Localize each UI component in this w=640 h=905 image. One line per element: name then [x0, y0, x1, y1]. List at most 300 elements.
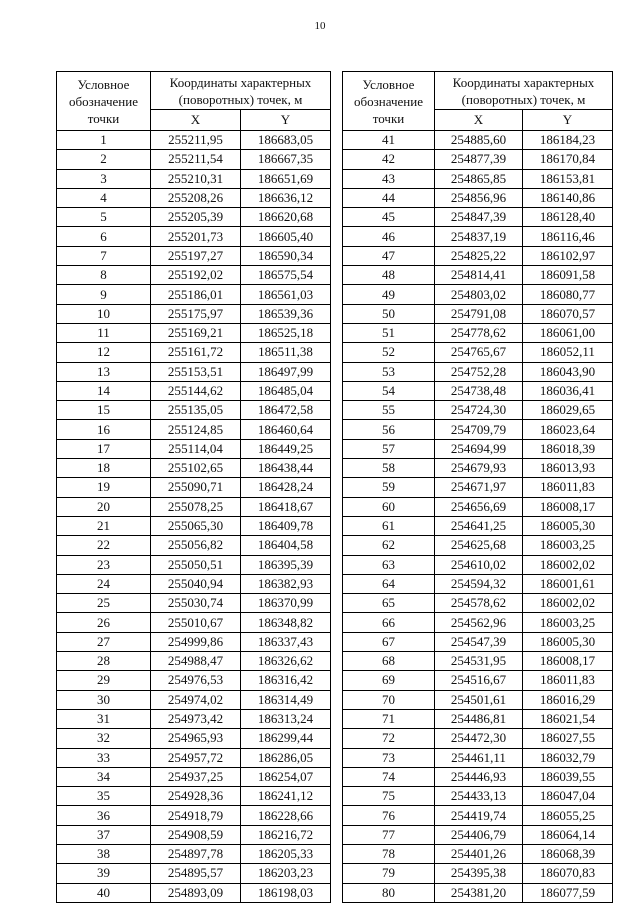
table-row [57, 150, 331, 169]
point-number: 70 [343, 690, 435, 709]
point-number: 14 [57, 381, 151, 400]
point-number: 37 [57, 825, 151, 844]
y-value: 186029,65 [523, 401, 613, 420]
y-value: 186511,38 [241, 343, 331, 362]
y-value: 186605,40 [241, 227, 331, 246]
table-row [343, 632, 613, 651]
x-value: 254999,86 [151, 632, 241, 651]
y-value: 186184,23 [523, 131, 613, 150]
point-number: 71 [343, 709, 435, 728]
point-number: 75 [343, 787, 435, 806]
point-header: Условное обозначение точки [343, 72, 435, 131]
table-row [57, 497, 331, 516]
point-number: 21 [57, 516, 151, 535]
coordinates-table-left [56, 71, 331, 903]
x-value: 254738,48 [435, 381, 523, 400]
x-value: 255056,82 [151, 536, 241, 555]
point-number: 64 [343, 574, 435, 593]
x-value: 255135,05 [151, 401, 241, 420]
x-value: 255102,65 [151, 459, 241, 478]
point-number: 74 [343, 767, 435, 786]
table-row [57, 844, 331, 863]
point-number: 79 [343, 864, 435, 883]
y-value: 186140,86 [523, 188, 613, 207]
point-number: 23 [57, 555, 151, 574]
table-row [343, 131, 613, 150]
y-value: 186039,55 [523, 767, 613, 786]
table-row [343, 864, 613, 883]
table-row [57, 787, 331, 806]
y-value: 186001,61 [523, 574, 613, 593]
table-row [343, 709, 613, 728]
point-number: 66 [343, 613, 435, 632]
point-number: 6 [57, 227, 151, 246]
coordinates-header: Координаты характерных (поворотных) точек, м [435, 72, 613, 110]
y-value: 186005,30 [523, 632, 613, 651]
x-value: 254610,02 [435, 555, 523, 574]
x-value: 255201,73 [151, 227, 241, 246]
point-number: 60 [343, 497, 435, 516]
table-row [57, 883, 331, 902]
y-value: 186091,58 [523, 266, 613, 285]
table-row [343, 381, 613, 400]
x-value: 254895,57 [151, 864, 241, 883]
y-value: 186011,83 [523, 478, 613, 497]
y-value: 186539,36 [241, 304, 331, 323]
point-number: 32 [57, 729, 151, 748]
y-value: 186497,99 [241, 362, 331, 381]
table-row [57, 690, 331, 709]
table-row [343, 497, 613, 516]
x-value: 254885,60 [435, 131, 523, 150]
point-number: 1 [57, 131, 151, 150]
point-number: 63 [343, 555, 435, 574]
point-number: 17 [57, 439, 151, 458]
y-value: 186021,54 [523, 709, 613, 728]
point-number: 78 [343, 844, 435, 863]
x-value: 254865,85 [435, 169, 523, 188]
y-header: Y [241, 110, 331, 131]
x-value: 255078,25 [151, 497, 241, 516]
y-value: 186216,72 [241, 825, 331, 844]
table-row [343, 362, 613, 381]
x-value: 254897,78 [151, 844, 241, 863]
table-row [343, 420, 613, 439]
x-value: 254671,97 [435, 478, 523, 497]
x-value: 254752,28 [435, 362, 523, 381]
x-value: 255161,72 [151, 343, 241, 362]
table-row [343, 304, 613, 323]
x-value: 255211,95 [151, 131, 241, 150]
point-number: 12 [57, 343, 151, 362]
x-value: 254531,95 [435, 652, 523, 671]
x-value: 254461,11 [435, 748, 523, 767]
point-number: 10 [57, 304, 151, 323]
x-value: 254406,79 [435, 825, 523, 844]
y-value: 186382,93 [241, 574, 331, 593]
y-value: 186428,24 [241, 478, 331, 497]
x-header: X [151, 110, 241, 131]
table-row [57, 652, 331, 671]
x-value: 254937,25 [151, 767, 241, 786]
point-number: 54 [343, 381, 435, 400]
y-value: 186404,58 [241, 536, 331, 555]
point-number: 51 [343, 323, 435, 342]
table-row [343, 323, 613, 342]
point-number: 61 [343, 516, 435, 535]
table-row [57, 767, 331, 786]
point-number: 56 [343, 420, 435, 439]
x-value: 254472,30 [435, 729, 523, 748]
point-number: 30 [57, 690, 151, 709]
point-number: 34 [57, 767, 151, 786]
point-number: 38 [57, 844, 151, 863]
x-value: 254778,62 [435, 323, 523, 342]
point-number: 46 [343, 227, 435, 246]
point-number: 36 [57, 806, 151, 825]
y-value: 186561,03 [241, 285, 331, 304]
y-value: 186036,41 [523, 381, 613, 400]
y-value: 186205,33 [241, 844, 331, 863]
point-number: 80 [343, 883, 435, 902]
x-value: 255010,67 [151, 613, 241, 632]
table-row [57, 304, 331, 323]
y-value: 186198,03 [241, 883, 331, 902]
point-number: 44 [343, 188, 435, 207]
point-number: 47 [343, 246, 435, 265]
table-row [343, 806, 613, 825]
y-value: 186002,02 [523, 594, 613, 613]
x-value: 254791,08 [435, 304, 523, 323]
table-row [343, 825, 613, 844]
y-value: 186047,04 [523, 787, 613, 806]
table-row [57, 459, 331, 478]
x-value: 255030,74 [151, 594, 241, 613]
table-row [343, 246, 613, 265]
y-value: 186023,64 [523, 420, 613, 439]
table-row [343, 671, 613, 690]
y-value: 186128,40 [523, 208, 613, 227]
x-value: 255114,04 [151, 439, 241, 458]
point-number: 52 [343, 343, 435, 362]
point-header: Условное обозначение точки [57, 72, 151, 131]
table-row [57, 401, 331, 420]
x-value: 254641,25 [435, 516, 523, 535]
point-number: 33 [57, 748, 151, 767]
table-row [343, 613, 613, 632]
x-value: 254433,13 [435, 787, 523, 806]
y-value: 186241,12 [241, 787, 331, 806]
x-value: 254709,79 [435, 420, 523, 439]
y-value: 186418,67 [241, 497, 331, 516]
x-value: 254578,62 [435, 594, 523, 613]
y-value: 186370,99 [241, 594, 331, 613]
point-number: 40 [57, 883, 151, 902]
y-value: 186636,12 [241, 188, 331, 207]
point-number: 58 [343, 459, 435, 478]
y-value: 186348,82 [241, 613, 331, 632]
point-number: 19 [57, 478, 151, 497]
y-value: 186286,05 [241, 748, 331, 767]
point-number: 24 [57, 574, 151, 593]
y-value: 186064,14 [523, 825, 613, 844]
y-value: 186228,66 [241, 806, 331, 825]
point-number: 69 [343, 671, 435, 690]
x-value: 255153,51 [151, 362, 241, 381]
y-value: 186575,54 [241, 266, 331, 285]
x-value: 254918,79 [151, 806, 241, 825]
table-row [343, 787, 613, 806]
point-number: 48 [343, 266, 435, 285]
table-row [343, 439, 613, 458]
y-value: 186043,90 [523, 362, 613, 381]
table-row [343, 169, 613, 188]
table-row [343, 729, 613, 748]
y-value: 186070,83 [523, 864, 613, 883]
table-row [57, 864, 331, 883]
table-row [57, 613, 331, 632]
x-value: 254765,67 [435, 343, 523, 362]
point-number: 4 [57, 188, 151, 207]
table-row [343, 459, 613, 478]
y-value: 186077,59 [523, 883, 613, 902]
table-row [343, 690, 613, 709]
table-row [343, 748, 613, 767]
table-row [343, 343, 613, 362]
y-value: 186620,68 [241, 208, 331, 227]
y-value: 186032,79 [523, 748, 613, 767]
point-number: 26 [57, 613, 151, 632]
table-row [57, 478, 331, 497]
y-value: 186008,17 [523, 497, 613, 516]
point-number: 41 [343, 131, 435, 150]
coordinates-table-right [342, 71, 613, 903]
x-value: 255169,21 [151, 323, 241, 342]
x-value: 255197,27 [151, 246, 241, 265]
y-value: 186472,58 [241, 401, 331, 420]
table-row [343, 478, 613, 497]
point-number: 27 [57, 632, 151, 651]
y-value: 186326,62 [241, 652, 331, 671]
point-number: 22 [57, 536, 151, 555]
point-number: 9 [57, 285, 151, 304]
x-value: 255186,01 [151, 285, 241, 304]
page-number: 10 [314, 20, 326, 32]
point-number: 20 [57, 497, 151, 516]
table-row [343, 594, 613, 613]
point-number: 28 [57, 652, 151, 671]
x-value: 254814,41 [435, 266, 523, 285]
y-value: 186409,78 [241, 516, 331, 535]
x-value: 254656,69 [435, 497, 523, 516]
point-number: 15 [57, 401, 151, 420]
x-value: 254446,93 [435, 767, 523, 786]
y-value: 186438,44 [241, 459, 331, 478]
y-value: 186003,25 [523, 613, 613, 632]
table-row [343, 285, 613, 304]
x-value: 254516,67 [435, 671, 523, 690]
point-number: 5 [57, 208, 151, 227]
table-row [343, 652, 613, 671]
table-row [57, 246, 331, 265]
y-value: 186116,46 [523, 227, 613, 246]
y-value: 186683,05 [241, 131, 331, 150]
y-value: 186449,25 [241, 439, 331, 458]
x-value: 254694,99 [435, 439, 523, 458]
x-value: 255192,02 [151, 266, 241, 285]
y-value: 186055,25 [523, 806, 613, 825]
x-value: 254988,47 [151, 652, 241, 671]
point-number: 43 [343, 169, 435, 188]
table-row [57, 188, 331, 207]
y-value: 186070,57 [523, 304, 613, 323]
x-header: X [435, 110, 523, 131]
x-value: 254594,32 [435, 574, 523, 593]
point-number: 73 [343, 748, 435, 767]
x-value: 254486,81 [435, 709, 523, 728]
point-number: 76 [343, 806, 435, 825]
y-value: 186314,49 [241, 690, 331, 709]
point-number: 67 [343, 632, 435, 651]
table-row [57, 536, 331, 555]
table-row [57, 439, 331, 458]
point-number: 8 [57, 266, 151, 285]
table-row [343, 208, 613, 227]
table-row [343, 883, 613, 902]
y-value: 186667,35 [241, 150, 331, 169]
point-number: 29 [57, 671, 151, 690]
point-number: 49 [343, 285, 435, 304]
y-value: 186525,18 [241, 323, 331, 342]
point-number: 35 [57, 787, 151, 806]
table-row [57, 208, 331, 227]
y-value: 186590,34 [241, 246, 331, 265]
y-value: 186080,77 [523, 285, 613, 304]
y-value: 186313,24 [241, 709, 331, 728]
y-value: 186203,23 [241, 864, 331, 883]
y-header: Y [523, 110, 613, 131]
table-row [57, 709, 331, 728]
y-value: 186153,81 [523, 169, 613, 188]
table-row [343, 266, 613, 285]
point-number: 45 [343, 208, 435, 227]
table-row [57, 594, 331, 613]
x-value: 255144,62 [151, 381, 241, 400]
point-number: 68 [343, 652, 435, 671]
point-number: 50 [343, 304, 435, 323]
x-value: 255040,94 [151, 574, 241, 593]
point-number: 31 [57, 709, 151, 728]
table-row [57, 806, 331, 825]
table-row [57, 729, 331, 748]
table-row [343, 767, 613, 786]
point-number: 2 [57, 150, 151, 169]
table-row [57, 574, 331, 593]
y-value: 186068,39 [523, 844, 613, 863]
table-row [343, 844, 613, 863]
y-value: 186102,97 [523, 246, 613, 265]
point-number: 13 [57, 362, 151, 381]
y-value: 186002,02 [523, 555, 613, 574]
point-number: 16 [57, 420, 151, 439]
x-value: 254965,93 [151, 729, 241, 748]
x-value: 254877,39 [435, 150, 523, 169]
coordinates-header: Координаты характерных (поворотных) точек, м [151, 72, 331, 110]
y-value: 186485,04 [241, 381, 331, 400]
x-value: 254803,02 [435, 285, 523, 304]
x-value: 255124,85 [151, 420, 241, 439]
table-row [57, 362, 331, 381]
y-value: 186651,69 [241, 169, 331, 188]
point-number: 11 [57, 323, 151, 342]
point-number: 7 [57, 246, 151, 265]
table-row [57, 323, 331, 342]
table-row [57, 169, 331, 188]
x-value: 254837,19 [435, 227, 523, 246]
x-value: 255050,51 [151, 555, 241, 574]
y-value: 186061,00 [523, 323, 613, 342]
y-value: 186170,84 [523, 150, 613, 169]
x-value: 254679,93 [435, 459, 523, 478]
x-value: 254957,72 [151, 748, 241, 767]
table-row [57, 555, 331, 574]
x-value: 255208,26 [151, 188, 241, 207]
table-row [57, 516, 331, 535]
table-row [343, 401, 613, 420]
x-value: 254974,02 [151, 690, 241, 709]
x-value: 255065,30 [151, 516, 241, 535]
x-value: 254928,36 [151, 787, 241, 806]
table-row [57, 632, 331, 651]
y-value: 186003,25 [523, 536, 613, 555]
point-number: 18 [57, 459, 151, 478]
x-value: 254401,26 [435, 844, 523, 863]
point-number: 3 [57, 169, 151, 188]
y-value: 186052,11 [523, 343, 613, 362]
x-value: 254856,96 [435, 188, 523, 207]
point-number: 53 [343, 362, 435, 381]
x-value: 254381,20 [435, 883, 523, 902]
x-value: 254825,22 [435, 246, 523, 265]
point-number: 55 [343, 401, 435, 420]
x-value: 254562,96 [435, 613, 523, 632]
point-number: 42 [343, 150, 435, 169]
table-row [57, 825, 331, 844]
table-row [57, 671, 331, 690]
table-row [343, 227, 613, 246]
x-value: 254893,09 [151, 883, 241, 902]
y-value: 186013,93 [523, 459, 613, 478]
table-row [57, 266, 331, 285]
x-value: 254908,59 [151, 825, 241, 844]
y-value: 186011,83 [523, 671, 613, 690]
y-value: 186337,43 [241, 632, 331, 651]
y-value: 186018,39 [523, 439, 613, 458]
y-value: 186005,30 [523, 516, 613, 535]
y-value: 186460,64 [241, 420, 331, 439]
table-row [57, 343, 331, 362]
table-row [343, 516, 613, 535]
point-number: 65 [343, 594, 435, 613]
y-value: 186316,42 [241, 671, 331, 690]
y-value: 186027,55 [523, 729, 613, 748]
x-value: 254625,68 [435, 536, 523, 555]
y-value: 186299,44 [241, 729, 331, 748]
x-value: 255210,31 [151, 169, 241, 188]
point-number: 25 [57, 594, 151, 613]
x-value: 254847,39 [435, 208, 523, 227]
table-row [57, 285, 331, 304]
